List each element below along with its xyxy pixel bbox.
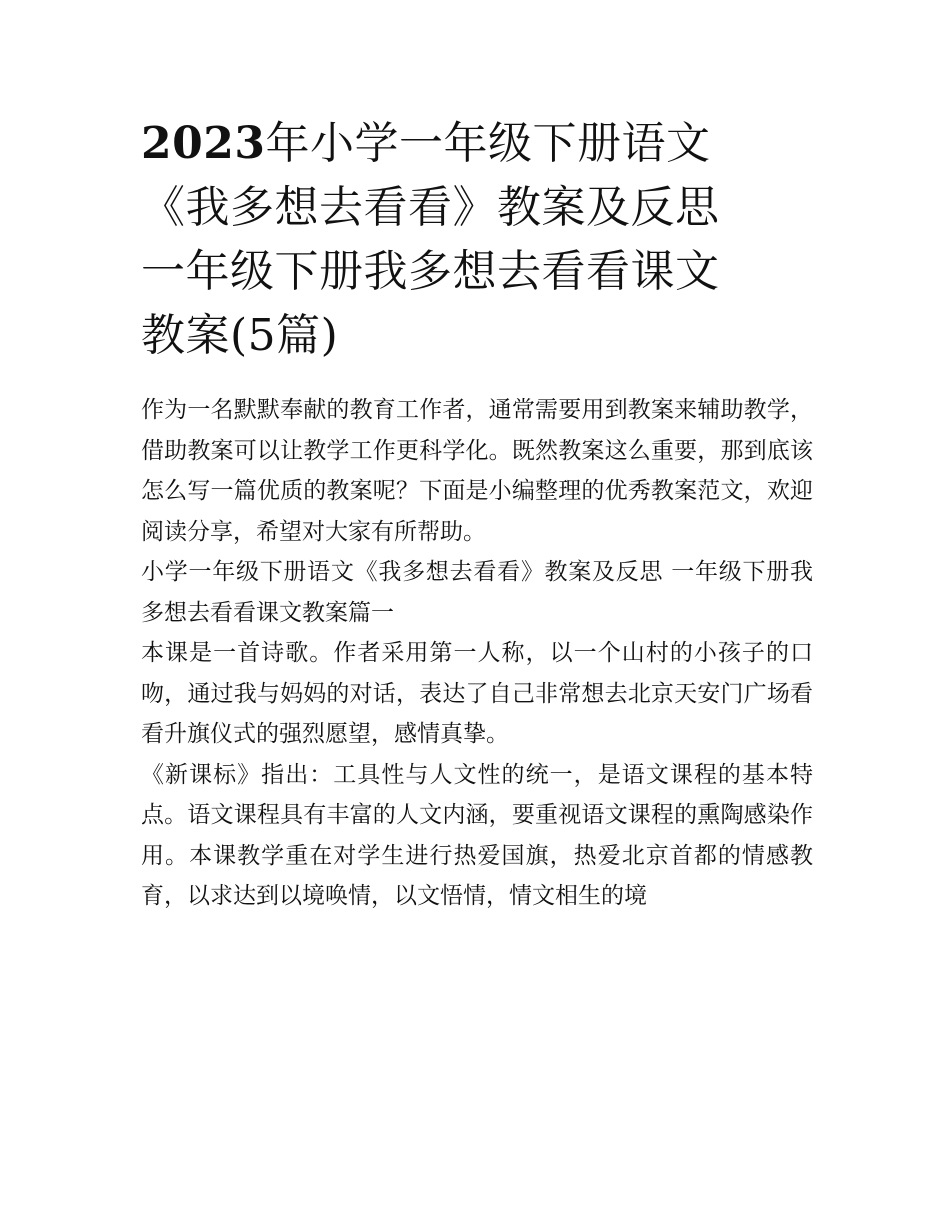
title-line-4: 教案(5篇) [141, 310, 339, 361]
intro-paragraph: 作为一名默默奉献的教育工作者，通常需要用到教案来辅助教学，借助教案可以让教学工作更科学化。既然教案这么重要，那到底该怎么写一篇优质的教案呢？下面是小编整理的优秀教案范文，欢迎阅读分享，希望对大家有所帮助。 [141, 397, 813, 545]
curriculum-paragraph: 《新课标》指出：工具性与人文性的统一，是语文课程的基本特点。语文课程具有丰富的人文内涵，要重视语文课程的熏陶感染作用。本课教学重在对学生进行热爱国旗，热爱北京首都的情感教育，以求达到以境唤情，以文悟情，情文相生的境 [141, 761, 813, 909]
document-title [141, 112, 813, 368]
title-line-3: 一年级下册我多想去看看课文 [141, 246, 720, 297]
lesson-summary-paragraph: 本课是一首诗歌。作者采用第一人称，以一个山村的小孩子的口吻，通过我与妈妈的对话，表达了自己非常想去北京天安门广场看看升旗仪式的强烈愿望，感情真挚。 [141, 640, 813, 747]
title-line-2: 《我多想去看看》教案及反思 [141, 182, 720, 233]
document-content [141, 112, 813, 917]
document-body [141, 390, 813, 917]
title-year: 2023 [141, 118, 266, 169]
title-line-1: 2023年小学一年级下册语文 [141, 118, 711, 169]
section-heading-paragraph: 小学一年级下册语文《我多想去看看》教案及反思 一年级下册我多想去看看课文教案篇一 [141, 559, 813, 626]
